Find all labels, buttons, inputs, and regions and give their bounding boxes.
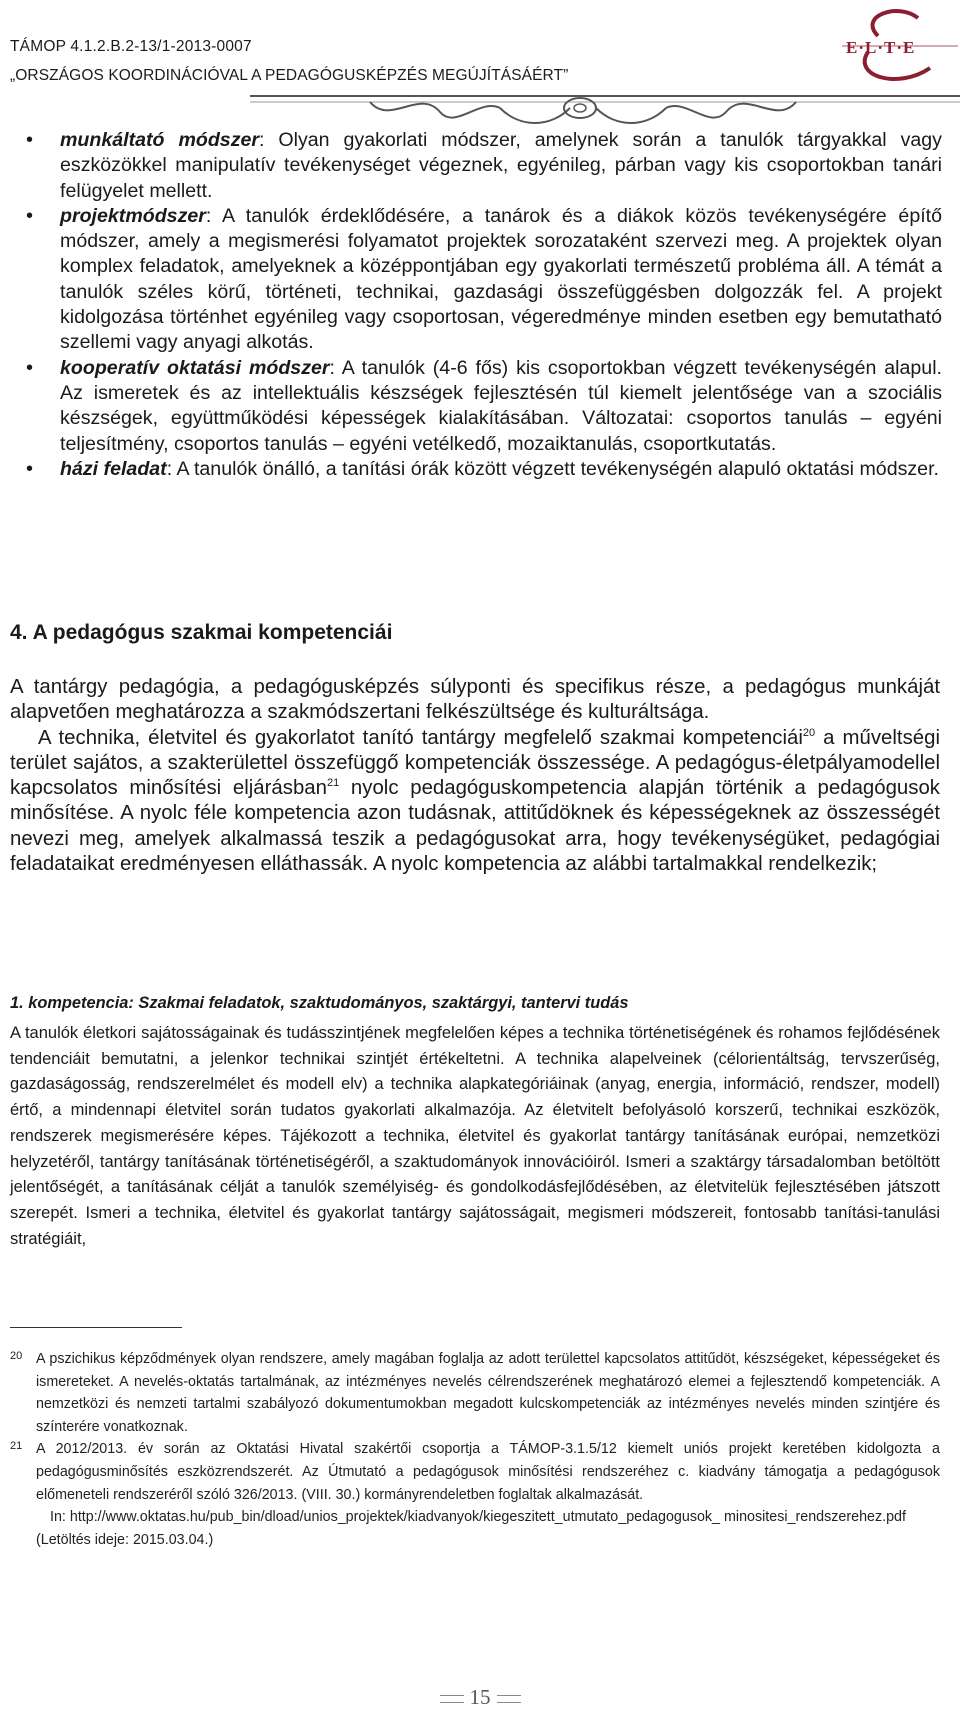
footnote-text: A pszichikus képződmények olyan rendszere, amely magában foglalja az adott területtel kapcsolatos attitűdöt, készségeket, képességeket és ismereteket. A nevelés-oktatás tartalmának, az intézményes nevelés célrendszerének meghatározó elemei a fejlesztendő kompetenciák. A nemzetközi és nemzeti tartalmi szabályozó dokumentumokban megadott kulcskompetenciák az intézményes nevelés minden szintjére és színterére vonatkoznak. [36,1351,940,1435]
footnote-number: 20 [10,1350,23,1362]
paragraph: A tantárgy pedagógia, a pedagógusképzés súlyponti és specifikus része, a pedagógus munkáját alapvetően meghatározza a szakmódszertani felkészültsége és kulturáltsága. [10,676,940,724]
footnote-number: 21 [10,1440,23,1453]
bullet-icon: • [26,457,34,480]
bullet-icon: • [26,356,34,379]
list-item [14,204,942,356]
method-description: : A tanulók önálló, a tanítási órák között végzett tevékenységén alapuló oktatási módszer. [166,457,939,480]
page-number: 15 [469,1685,491,1709]
paragraph-text: nyolc pedagóguskompetencia alapján történik a pedagógusok minősítése. A nyolc féle kompetencia azon tudásnak, attitűdöknek és képességeknek az összességét nevezi meg, amelyek alkalmassá teszik a pedagógusokat arra, hogy tevékenységüket, pedagógiai feladataikat eredményesen elláthassák. A nyolc kompetencia az alábbi tartalmakkal rendelkezik; [10,777,940,876]
paragraph [10,726,940,878]
footnote-link[interactable]: In: http://www.oktatas.hu/pub_bin/dload/unios_projektek/kiadvanyok/kiegeszitett_utmutato_pedagogusok_ minositesi_rendszerehez.pdf (Letöltés ideje: 2015.03.04.) [36,1509,906,1548]
footnote [10,1438,940,1506]
paragraph-text: a műveltségi terület sajátos, a szakterülettel összefüggő kompetenciák összessége. A pedagógus-életpályamodellel kapcsolatos minősítési eljárásban [10,726,940,800]
competence-text: A tanulók életkori sajátosságainak és tudásszintjének megfelelően képes a technika történetiségének és rohamos fejlődésének tendenciáit bemutatni, a jelenkor technikai szintjét értékeltetni. A technika alapelveinek (célorientáltság, tervszerűség, gazdaságosság, rendszerelmélet és modell elv) a technika alapkategóriáinak (anyag, energia, információ, rendszer, modell) értő, a mindennapi életvitel során tudatos gyakorlati alkalmazója. Az életvitelt befolyásoló korszerű, technikai eszközök, rendszerek megismerésére képes. Tájékozott a technika, életvitel és gyakorlat tantárgy tanításának európai, nemzetközi helyzetéről, tantárgy tanításának történetiségéről, a szaktudományok innovációiról. Ismeri a szaktárgy társadalomban betöltött jelentőségét, a tanításának célját a tanulók személyiség- és gondolkodásfejlődésében, az életvitelük fejlesztésében játszott szerepét. Ismeri a technika, életvitel és gyakorlat tantárgy sajátosságait, megismeri módszereit, fontosabb tanítási-tanulási stratégiáit, [10,1024,940,1248]
header-ornament-icon [250,78,960,134]
footnote-ref[interactable]: 20 [802,726,816,739]
subsection-heading: 1. kompetencia: Szakmai feladatok, szaktudományos, szaktárgyi, tantervi tudás [10,994,629,1012]
bullet-icon: • [26,204,34,227]
section-heading: 4. A pedagógus szakmai kompetenciái [10,621,393,644]
page-number-footer [0,1685,960,1710]
paragraph-text: A technika, életvitel és gyakorlatot tanító tantárgy megfelelő szakmai kompetenciái [38,726,803,749]
footnote [10,1348,940,1438]
footnote-ref[interactable]: 21 [326,777,340,790]
method-term: házi feladat [60,457,167,480]
header-project-code: TÁMOP 4.1.2.B.2-13/1-2013-0007 [10,38,252,55]
ornament-right-icon [497,1695,521,1703]
footnote-divider [10,1327,182,1328]
method-description: : A tanulók érdeklődésére, a tanárok és a diákok közös tevékenységére építő módszer, amely a megismerési folyamatot projektek sorozataként szervezi meg. A projektek olyan komplex feladatok, amelyeknek a középpontjában egy gyakorlati természetű probléma áll. A témát a tanulók széles körű, történeti, technikai, gazdasági összefüggésben dolgozzák fel. A projekt kidolgozása történhet egyénileg vagy csoportosan, végeredménye minden esetben egy bemutatható szellemi vagy anyagi alkotás. [60,204,942,354]
list-item [14,356,942,457]
method-description: : A tanulók (4-6 fős) kis csoportokban végzett tevékenységén alapul. Az ismeretek és az intellektuális készségek fejlesztésén túl kiemelt jelentősége van a szociális készségek, együttműködési képességek kialakításában. Változatai: csoportos tanulás – egyéni teljesítmény, csoportos tanulás – egyéni vetélkedő, mozaiktanulás, csoportkutatás. [60,356,942,455]
method-term: projektmódszer [60,204,206,227]
ornament-left-icon [440,1695,464,1703]
logo-lettering: E·L·T·E [846,38,916,57]
method-description: : Olyan gyakorlati módszer, amelynek során a tanulók tárgyakkal vagy eszközökkel manipulatív tevékenységet végeznek, egyénileg, párban vagy kis csoportokban tanári felügyelet mellett. [60,129,942,202]
bullet-icon: • [26,129,34,151]
list-item [14,457,942,482]
footnote-text: A 2012/2013. év során az Oktatási Hivatal szakértői csoportja a TÁMOP-3.1.5/12 kiemelt uniós projekt keretében kidolgozta a pedagógusminősítés eszközrendszerét. Az Útmutató a pedagógusok minősítési rendszeréhez c. kiadvány támogatja a pedagógusok előmeneteli rendszeréről szóló 326/2013. (VIII. 30.) kormányrendeletben foglaltak alkalmazását. [36,1441,940,1503]
section-body [10,675,940,877]
list-item [14,128,942,204]
method-term: kooperatív oktatási módszer [60,356,330,379]
header-project-title: „ORSZÁGOS KOORDINÁCIÓVAL A PEDAGÓGUSKÉPZÉS MEGÚJÍTÁSÁÉRT” [10,67,569,84]
method-term: munkáltató módszer [60,129,260,151]
footnotes [10,1348,940,1551]
teaching-methods-list [14,128,942,482]
